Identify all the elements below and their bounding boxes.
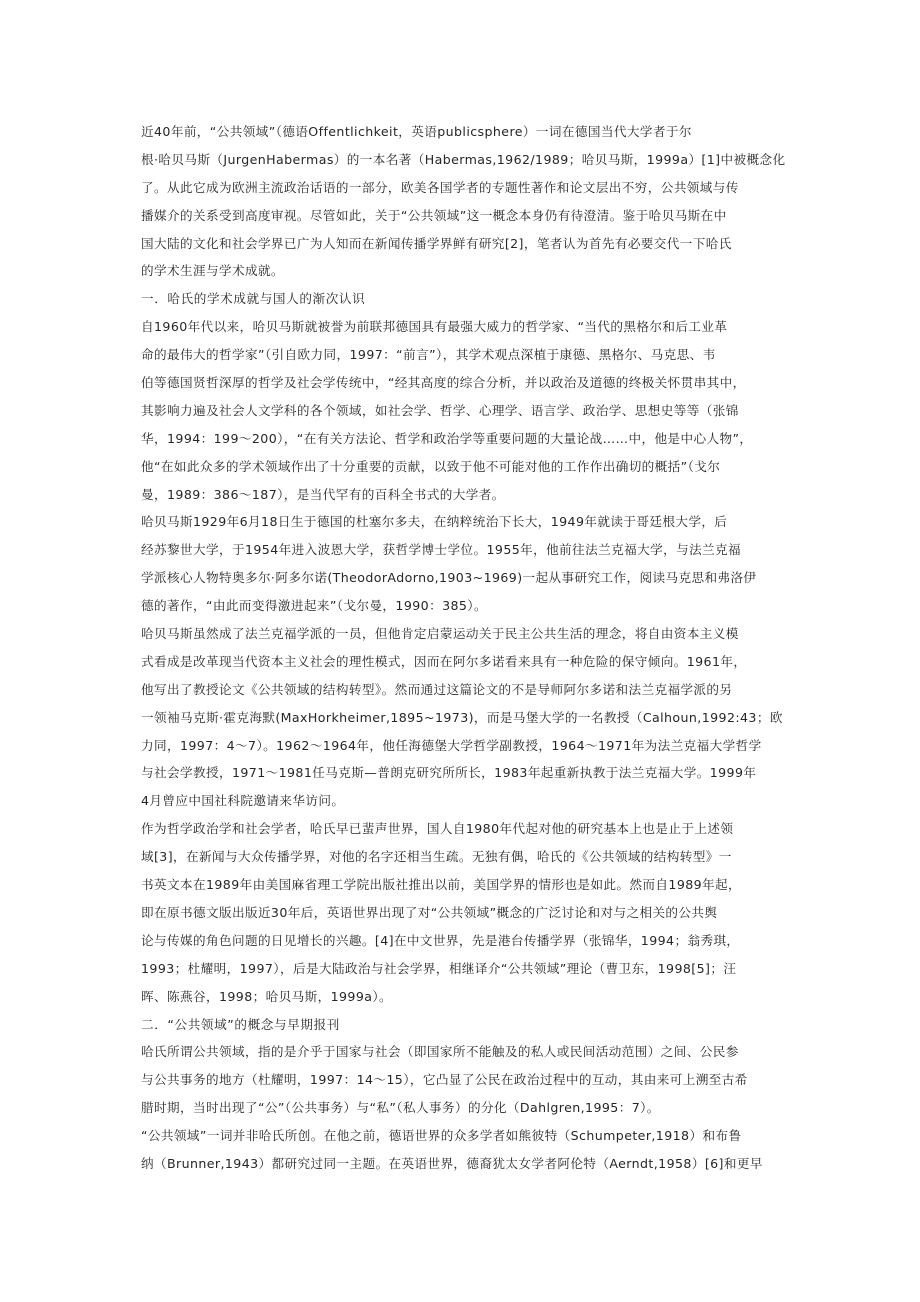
text-line: 书英文本在1989年由美国麻省理工学院出版社推出以前，美国学界的情形也是如此。然而自1989年起， xyxy=(141,877,742,893)
text-line: 纳（Brunner,1943）都研究过同一主题。在英语世界，德裔犹太女学者阿伦特（Aerndt,1958）[6]和更早 xyxy=(141,1155,763,1171)
text-line: 国大陆的文化和社会学界已广为人知而在新闻传播学界鲜有研究[2]，笔者认为首先有必要交代一下哈氏 xyxy=(141,235,732,251)
text-line: 晖、陈燕谷，1998；哈贝马斯，1999a）。 xyxy=(141,988,393,1004)
text-line: 他“在如此众多的学术领域作出了十分重要的贡献，以致于他不可能对他的工作作出确切的概括”（戈尔 xyxy=(141,458,721,474)
text-line: 作为哲学政治学和社会学者，哈氏早已蜚声世界，国人自1980年代起对他的研究基本上也是止于上述领 xyxy=(141,821,734,837)
text-line: 播媒介的关系受到高度审视。尽管如此，关于“公共领域”这一概念本身仍有待澄清。鉴于哈贝马斯在中 xyxy=(141,207,727,223)
text-line: 自1960年代以来，哈贝马斯就被誉为前联邦德国具有最强大威力的哲学家、“当代的黑格尔和后工业革 xyxy=(141,319,728,335)
text-line: 与公共事务的地方（杜耀明，1997：14～15），它凸显了公民在政治过程中的互动，其由来可上溯至古希 xyxy=(141,1072,748,1088)
text-line: 经苏黎世大学，于1954年进入波恩大学，获哲学博士学位。1955年，他前往法兰克福大学，与法兰克福 xyxy=(141,542,742,558)
text-line: 的学术生涯与学术成就。 xyxy=(141,263,284,279)
text-line: “公共领域”一词并非哈氏所创。在他之前，德语世界的众多学者如熊彼特（Schumpeter,1918）和布鲁 xyxy=(141,1128,742,1144)
text-line: 学派核心人物特奥多尔·阿多尔诺(TheodorAdorno,1903~1969)一起从事研究工作，阅读马克思和弗洛伊 xyxy=(141,570,757,586)
text-line: 命的最伟大的哲学家”（引自欧力同，1997：“前言”），其学术观点深植于康德、黑格尔、马克思、韦 xyxy=(141,347,716,363)
text-line: 其影响力遍及社会人文学科的各个领域，如社会学、哲学、心理学、语言学、政治学、思想史等等（张锦 xyxy=(141,402,739,418)
text-line: 伯等德国贤哲深厚的哲学及社会学传统中，“经其高度的综合分析，并以政治及道德的终极关怀贯串其中， xyxy=(141,375,746,391)
text-line: 1993；杜耀明，1997），后是大陆政治与社会学界，相继译介“公共领域”理论（曹卫东，1998[5]；汪 xyxy=(141,960,737,976)
text-line: 哈氏所谓公共领域，指的是介乎于国家与社会（即国家所不能触及的私人或民间活动范围）之间、公民参 xyxy=(141,1044,739,1060)
section-heading-1: 一．哈氏的学术成就与国人的渐次认识 xyxy=(141,291,366,307)
text-line: 一领袖马克斯·霍克海默(MaxHorkheimer,1895~1973)，而是马堡大学的一名教授（Calhoun,1992:43；欧 xyxy=(141,709,783,725)
text-line: 腊时期，当时出现了“公”（公共事务）与“私”（私人事务）的分化（Dahlgren,1995：7）。 xyxy=(141,1100,660,1116)
text-line: 华，1994：199～200），“在有关方法论、哲学和政治学等重要问题的大量论战……中，他是中心人物”， xyxy=(141,430,753,446)
text-line: 域[3]，在新闻与大众传播学界，对他的名字还相当生疏。无独有偶，哈氏的《公共领域的结构转型》一 xyxy=(141,849,732,865)
text-line: 4月曾应中国社科院邀请来华访问。 xyxy=(141,793,345,809)
text-line: 式看成是改革现当代资本主义社会的理性模式，因而在阿尔多诺看来具有一种危险的保守倾向。1961年， xyxy=(141,653,747,669)
text-line: 哈贝马斯1929年6月18日生于德国的杜塞尔多夫，在纳粹统治下长大，1949年就读于哥廷根大学，后 xyxy=(141,514,728,530)
text-line: 即在原书德文版出版近30年后，英语世界出现了对“公共领域”概念的广泛讨论和对与之相关的公共舆 xyxy=(141,904,718,920)
document-body xyxy=(141,118,791,1178)
text-line: 论与传媒的角色问题的日见增长的兴趣。[4]在中文世界，先是港台传播学界（张锦华，1994；翁秀琪， xyxy=(141,932,740,948)
text-line: 力同，1997：4～7）。1962～1964年，他任海德堡大学哲学副教授，1964～1971年为法兰克福大学哲学 xyxy=(141,737,762,753)
text-line: 与社会学教授，1971～1981任马克斯—普朗克研究所所长，1983年起重新执教于法兰克福大学。1999年 xyxy=(141,765,757,781)
text-line: 哈贝马斯虽然成了法兰克福学派的一员，但他肯定启蒙运动关于民主公共生活的理念，将自由资本主义模 xyxy=(141,626,739,642)
text-line: 了。从此它成为欧洲主流政治话语的一部分，欧美各国学者的专题性著作和论文层出不穷，公共领域与传 xyxy=(141,179,739,195)
section-heading-2: 二．“公共领域”的概念与早期报刊 xyxy=(141,1016,340,1032)
text-line: 德的著作，“由此而变得激进起来”（戈尔曼，1990：385）。 xyxy=(141,598,487,614)
text-line: 根·哈贝马斯（JurgenHabermas）的一本名著（Habermas,1962/1989；哈贝马斯，1999a）[1]中被概念化 xyxy=(141,151,786,167)
text-line: 曼，1989：386～187），是当代罕有的百科全书式的大学者。 xyxy=(141,486,505,502)
text-line: 他写出了教授论文《公共领域的结构转型》。然而通过这篇论文的不是导师阿尔多诺和法兰克福学派的另 xyxy=(141,681,733,697)
text-line: 近40年前，“公共领域”（德语Offentlichkeit，英语publicsphere）一词在德国当代大学者于尔 xyxy=(141,124,692,139)
